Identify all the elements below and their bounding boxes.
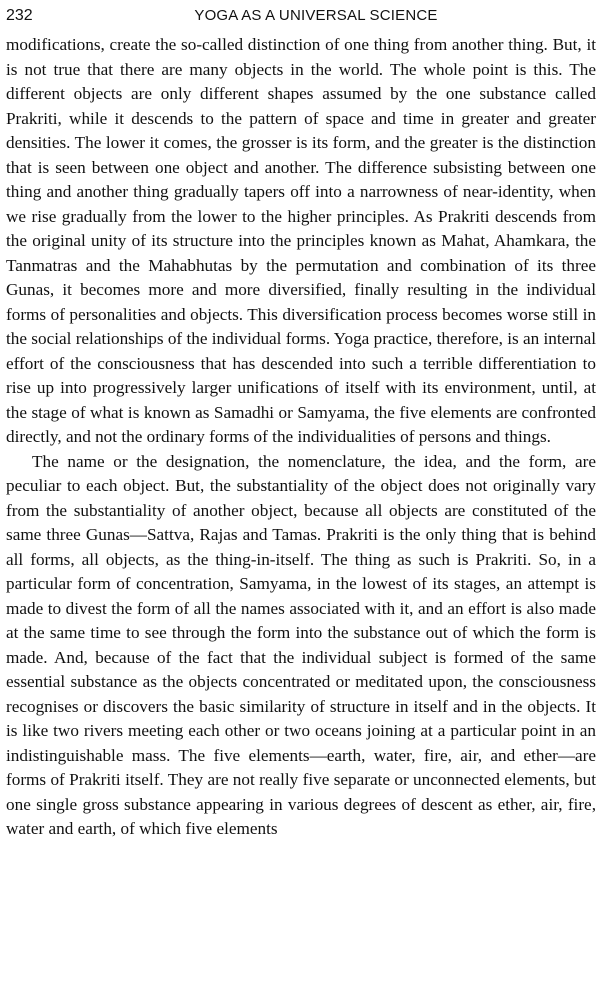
running-header <box>6 6 596 26</box>
book-title: YOGA AS A UNIVERSAL SCIENCE <box>194 7 438 24</box>
paragraph: The name or the designation, the nomenclature, the idea, and the form, are peculiar to each object. But, the substantiality of the object does not originally vary from the substantiality of another object, because all objects are constituted of the same three Gunas—Sattva, Rajas and Tamas. Prakriti is the only thing that is behind all forms, all objects, as the thing-in-itself. The thing as such is Prakriti. So, in a particular form of concentration, Samyama, in the lowest of its stages, an attempt is made to divest the form of all the names associated with it, and an effort is also made at the same time to see through the form into the substance out of which the form is made. And, because of the fact that the individual subject is formed of the same essential substance as the objects concentrated or meditated upon, the consciousness recognises or discovers the basic similarity of structure in itself and in the objects. It is like two rivers meeting each other or two oceans joining at a particular point in an indistinguishable mass. The five elements—earth, water, fire, air, and ether—are forms of Prakriti itself. They are not really five separate or unconnected elements, but one single gross substance appearing in various degrees of descent as ether, air, fire, water and earth, of which five elements <box>6 451 596 838</box>
body-text <box>6 33 596 842</box>
page-number: 232 <box>6 7 33 24</box>
paragraph-continued: modifications, create the so-called distinction of one thing from another thing. But, it is not true that there are many objects in the world. The whole point is this. The different objects are only different shapes assumed by the one substance called Prakriti, while it descends to the pattern of space and time in greater and greater densities. The lower it comes, the grosser is its form, and the greater is the distinction that is seen between one object and another. The difference subsisting between one thing and another thing gradually tapers off into a narrowness of near-identity, when we rise gradually from the lower to the higher principles. As Prakriti descends from the original unity of its structure into the principles known as Mahat, Ahamkara, the Tanmatras and the Mahabhutas by the permutation and combination of its three Gunas, it becomes more and more diversified, finally resulting in the individual forms of personalities and objects. This diversification process becomes worse still in the social relationships of the individual forms. Yoga practice, therefore, is an internal effort of the consciousness that has descended into such a terrible differentiation to rise up into progressively larger unifications of itself with its environment, until, at the stage of what is known as Samadhi or Samyama, the five elements are confronted directly, and not the ordinary forms of the individualities of persons and things. <box>6 35 596 446</box>
